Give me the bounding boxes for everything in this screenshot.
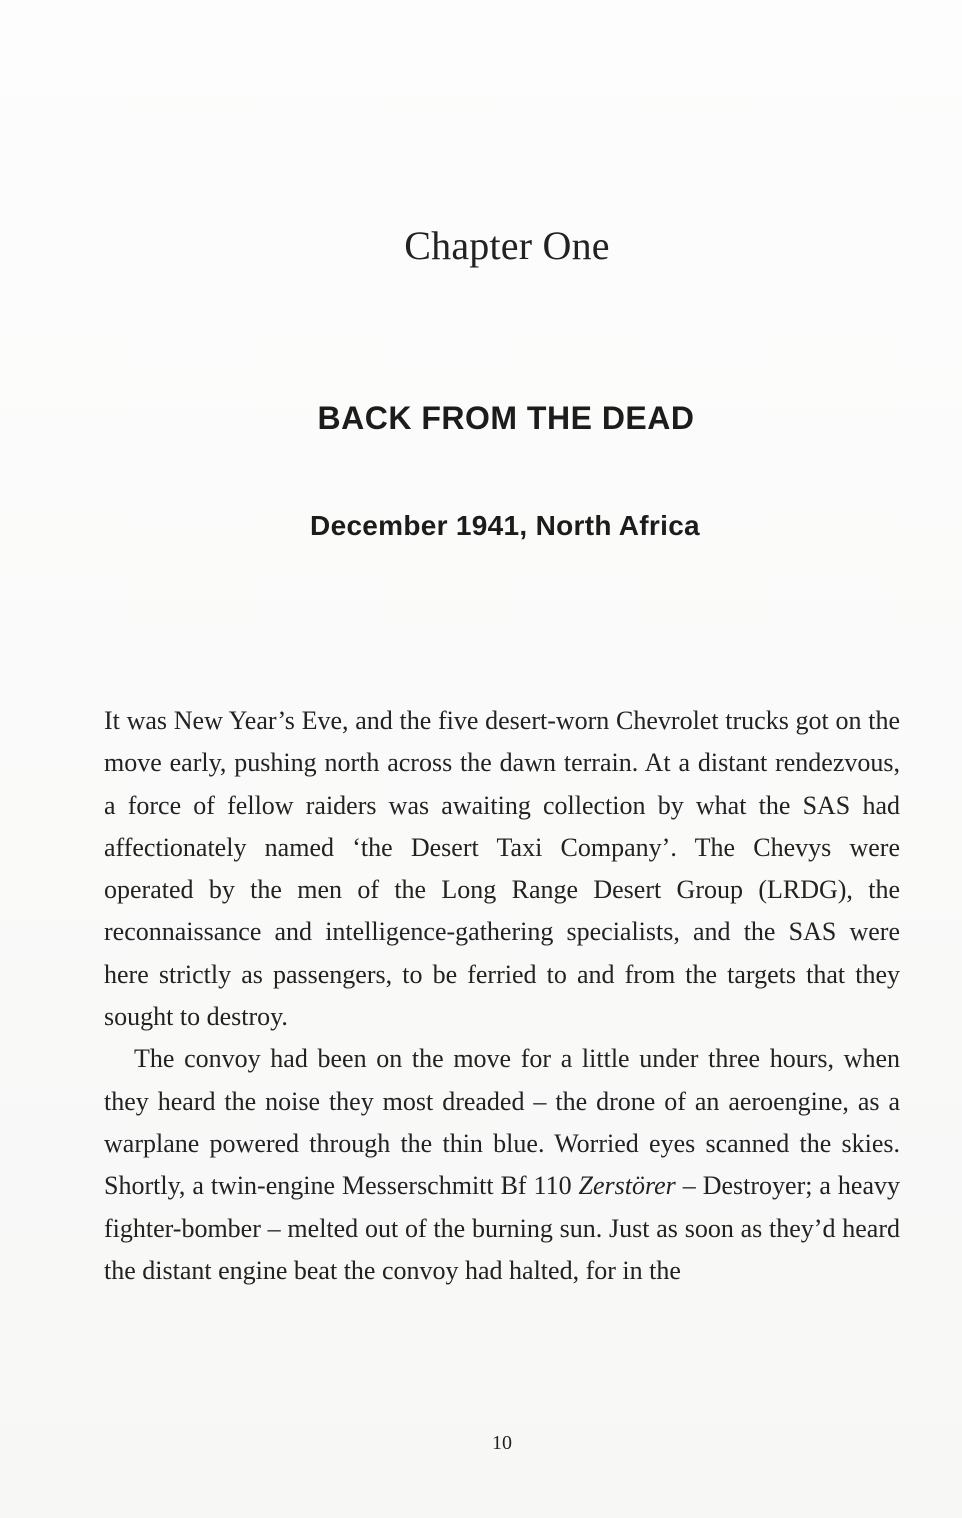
chapter-title: BACK FROM THE DEAD (317, 400, 695, 436)
chapter-number: Chapter One (404, 223, 610, 268)
paragraph-1: It was New Year’s Eve, and the five desert-worn Chevrolet trucks got on the move early, pushing north across the dawn terrain. At a distant rendezvous, a force of fellow raiders was awaiting collection by what the SAS had affectionately named ‘the Desert Taxi Company’. The Chevys were operated by the men of the Long Range Desert Group (LRDG), the reconnaissance and intelligence-gathering specialists, and the SAS were here strictly as passengers, to be ferried to and from the targets that they sought to destroy. (104, 706, 900, 1032)
paragraph-2-text-before: The convoy had been on the move for a little under three hours, when they heard the noise they most dreaded – the drone of an aeroengine, as a warplane powered through the thin blue. Worried eyes scanned the skies. Shortly, a twin-engine Messerschmitt Bf 110 (104, 1044, 900, 1201)
body-text (104, 700, 900, 1292)
paragraph-2-text-after: – Destroyer; a heavy fighter-bomber – melted out of the burning sun. Just as soon as they’d heard the distant engine beat the convoy had halted, for in the (104, 1171, 900, 1285)
page-number: 10 (492, 1432, 512, 1454)
chapter-subtitle: December 1941, North Africa (310, 510, 700, 541)
paragraph-2-italic-term: Zerstörer (578, 1171, 676, 1201)
paragraph-2 (104, 1038, 900, 1292)
